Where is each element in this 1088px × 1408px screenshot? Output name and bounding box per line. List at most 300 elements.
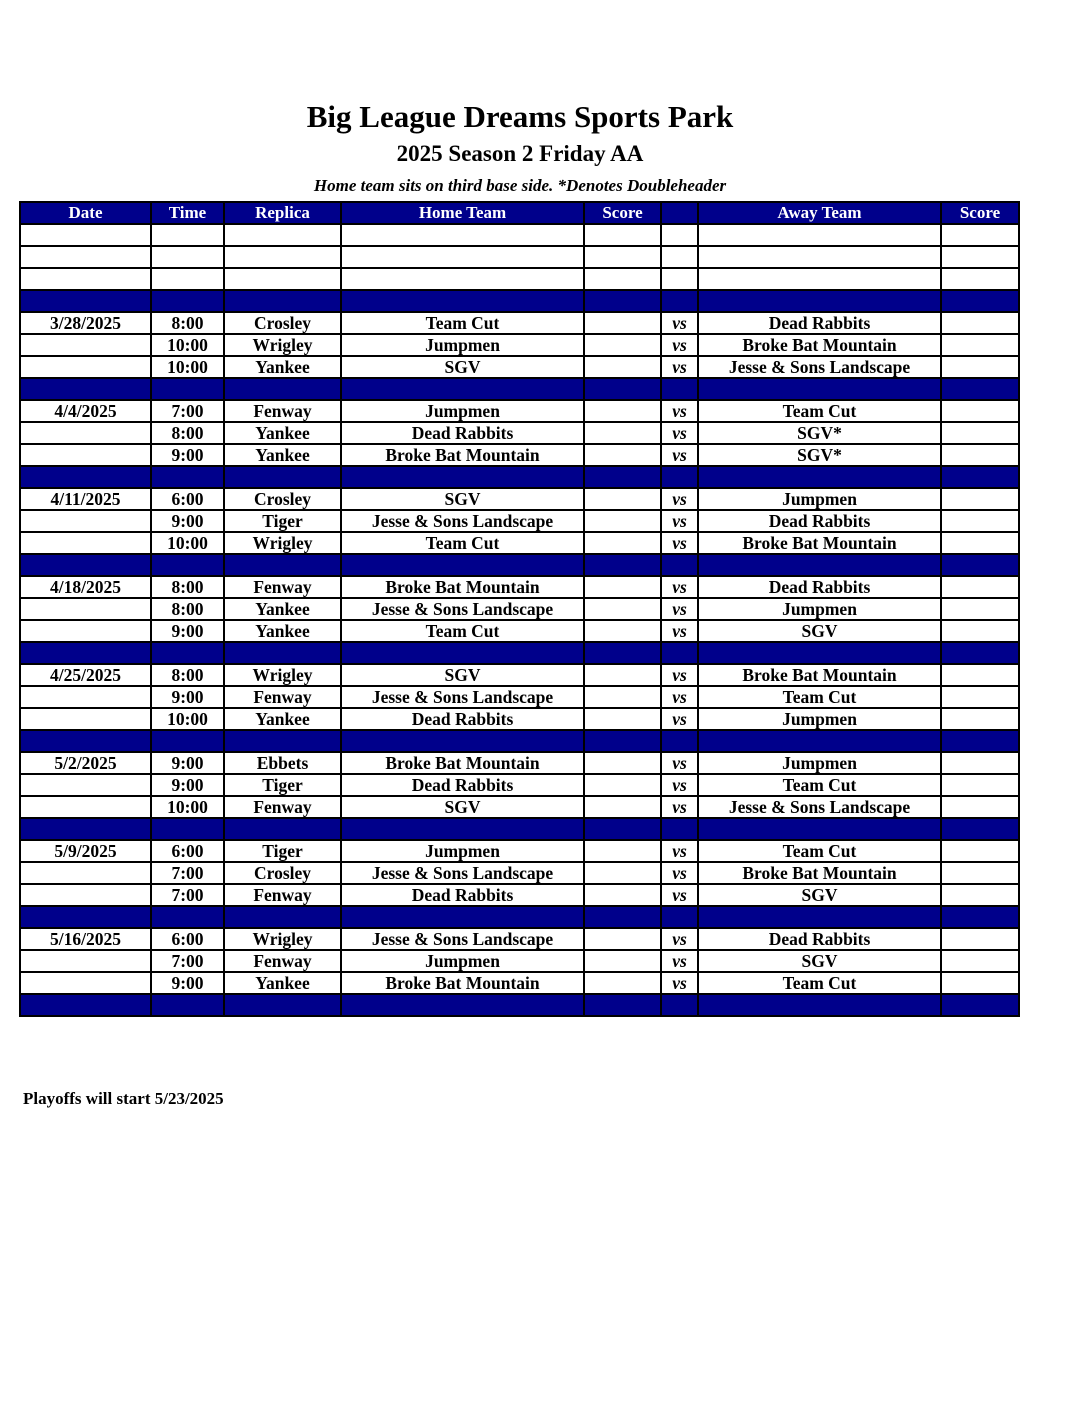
away-team-cell: Team Cut xyxy=(698,972,941,994)
home-score-cell xyxy=(584,708,661,730)
empty-cell xyxy=(151,642,224,664)
separator-row xyxy=(20,642,1019,664)
schedule-body xyxy=(20,224,1019,1016)
empty-cell xyxy=(661,818,698,840)
separator-row xyxy=(20,378,1019,400)
header-home-team: Home Team xyxy=(341,202,584,224)
vs-cell: vs xyxy=(661,356,698,378)
away-team-cell: Jumpmen xyxy=(698,598,941,620)
header-away-team: Away Team xyxy=(698,202,941,224)
game-row xyxy=(20,862,1019,884)
empty-cell xyxy=(341,554,584,576)
away-team-cell: SGV* xyxy=(698,422,941,444)
away-team-cell: Jumpmen xyxy=(698,488,941,510)
empty-cell xyxy=(584,290,661,312)
replica-cell: Yankee xyxy=(224,620,341,642)
time-cell: 7:00 xyxy=(151,862,224,884)
home-team-cell: Jesse & Sons Landscape xyxy=(341,598,584,620)
home-score-cell xyxy=(584,664,661,686)
time-cell: 6:00 xyxy=(151,488,224,510)
empty-cell xyxy=(224,730,341,752)
home-team-cell: Jesse & Sons Landscape xyxy=(341,510,584,532)
home-score-cell xyxy=(584,620,661,642)
empty-cell xyxy=(20,378,151,400)
time-cell: 6:00 xyxy=(151,840,224,862)
date-cell xyxy=(20,334,151,356)
time-cell: 7:00 xyxy=(151,950,224,972)
vs-cell: vs xyxy=(661,862,698,884)
empty-cell xyxy=(584,994,661,1016)
page-subtitle: 2025 Season 2 Friday AA xyxy=(396,141,644,166)
home-score-cell xyxy=(584,356,661,378)
time-cell: 10:00 xyxy=(151,796,224,818)
date-cell: 4/11/2025 xyxy=(20,488,151,510)
empty-cell xyxy=(151,246,224,268)
empty-cell xyxy=(341,994,584,1016)
time-cell: 9:00 xyxy=(151,444,224,466)
empty-cell xyxy=(941,818,1019,840)
empty-cell xyxy=(698,268,941,290)
time-cell: 10:00 xyxy=(151,334,224,356)
vs-cell: vs xyxy=(661,664,698,686)
replica-cell: Crosley xyxy=(224,488,341,510)
home-team-cell: SGV xyxy=(341,356,584,378)
vs-cell: vs xyxy=(661,950,698,972)
empty-cell xyxy=(584,730,661,752)
away-team-cell: Dead Rabbits xyxy=(698,312,941,334)
date-cell xyxy=(20,708,151,730)
away-team-cell: SGV xyxy=(698,620,941,642)
away-score-cell xyxy=(941,400,1019,422)
game-row xyxy=(20,928,1019,950)
home-team-cell: Broke Bat Mountain xyxy=(341,752,584,774)
home-score-cell xyxy=(584,576,661,598)
empty-row xyxy=(20,246,1019,268)
header-row xyxy=(20,202,1019,224)
date-cell xyxy=(20,884,151,906)
empty-cell xyxy=(151,224,224,246)
replica-cell: Tiger xyxy=(224,774,341,796)
away-team-cell: Team Cut xyxy=(698,400,941,422)
away-score-cell xyxy=(941,532,1019,554)
vs-cell: vs xyxy=(661,884,698,906)
vs-cell: vs xyxy=(661,774,698,796)
home-team-cell: Dead Rabbits xyxy=(341,774,584,796)
replica-cell: Wrigley xyxy=(224,664,341,686)
time-cell: 6:00 xyxy=(151,928,224,950)
empty-cell xyxy=(584,906,661,928)
away-score-cell xyxy=(941,972,1019,994)
date-cell: 4/4/2025 xyxy=(20,400,151,422)
home-score-cell xyxy=(584,950,661,972)
away-team-cell: Team Cut xyxy=(698,686,941,708)
time-cell: 9:00 xyxy=(151,972,224,994)
date-cell xyxy=(20,620,151,642)
home-score-cell xyxy=(584,444,661,466)
home-team-cell: Broke Bat Mountain xyxy=(341,444,584,466)
replica-cell: Wrigley xyxy=(224,532,341,554)
home-score-cell xyxy=(584,598,661,620)
replica-cell: Wrigley xyxy=(224,928,341,950)
empty-cell xyxy=(661,906,698,928)
home-score-cell xyxy=(584,312,661,334)
empty-cell xyxy=(941,268,1019,290)
time-cell: 7:00 xyxy=(151,400,224,422)
empty-cell xyxy=(698,466,941,488)
time-cell: 8:00 xyxy=(151,598,224,620)
time-cell: 9:00 xyxy=(151,620,224,642)
empty-cell xyxy=(661,994,698,1016)
away-team-cell: Dead Rabbits xyxy=(698,510,941,532)
empty-cell xyxy=(584,224,661,246)
date-cell xyxy=(20,422,151,444)
empty-cell xyxy=(20,554,151,576)
empty-cell xyxy=(698,994,941,1016)
away-team-cell: Team Cut xyxy=(698,840,941,862)
game-row xyxy=(20,400,1019,422)
empty-cell xyxy=(20,224,151,246)
vs-cell: vs xyxy=(661,532,698,554)
home-team-cell: Team Cut xyxy=(341,620,584,642)
time-cell: 9:00 xyxy=(151,774,224,796)
home-score-cell xyxy=(584,972,661,994)
empty-cell xyxy=(20,994,151,1016)
vs-cell: vs xyxy=(661,444,698,466)
date-cell xyxy=(20,796,151,818)
replica-cell: Fenway xyxy=(224,400,341,422)
game-row xyxy=(20,884,1019,906)
home-team-cell: SGV xyxy=(341,488,584,510)
empty-cell xyxy=(341,818,584,840)
empty-cell xyxy=(661,642,698,664)
vs-cell: vs xyxy=(661,796,698,818)
home-team-cell: Jumpmen xyxy=(341,950,584,972)
empty-cell xyxy=(941,466,1019,488)
empty-cell xyxy=(20,268,151,290)
game-row xyxy=(20,950,1019,972)
away-team-cell: SGV* xyxy=(698,444,941,466)
game-row xyxy=(20,774,1019,796)
empty-cell xyxy=(151,378,224,400)
home-team-cell: Dead Rabbits xyxy=(341,708,584,730)
date-cell xyxy=(20,774,151,796)
game-row xyxy=(20,708,1019,730)
away-score-cell xyxy=(941,796,1019,818)
empty-cell xyxy=(151,290,224,312)
game-row xyxy=(20,312,1019,334)
replica-cell: Fenway xyxy=(224,796,341,818)
empty-cell xyxy=(698,554,941,576)
empty-cell xyxy=(341,224,584,246)
separator-row xyxy=(20,466,1019,488)
empty-cell xyxy=(224,268,341,290)
empty-cell xyxy=(151,818,224,840)
vs-cell: vs xyxy=(661,400,698,422)
vs-cell: vs xyxy=(661,510,698,532)
replica-cell: Wrigley xyxy=(224,334,341,356)
separator-row xyxy=(20,730,1019,752)
vs-cell: vs xyxy=(661,576,698,598)
date-cell xyxy=(20,532,151,554)
away-score-cell xyxy=(941,840,1019,862)
time-cell: 10:00 xyxy=(151,356,224,378)
replica-cell: Fenway xyxy=(224,576,341,598)
header-vs xyxy=(661,202,698,224)
home-score-cell xyxy=(584,840,661,862)
separator-row xyxy=(20,906,1019,928)
game-row xyxy=(20,444,1019,466)
time-cell: 9:00 xyxy=(151,686,224,708)
separator-row xyxy=(20,290,1019,312)
empty-cell xyxy=(698,290,941,312)
game-row xyxy=(20,532,1019,554)
home-score-cell xyxy=(584,532,661,554)
empty-cell xyxy=(941,906,1019,928)
replica-cell: Fenway xyxy=(224,884,341,906)
home-score-cell xyxy=(584,774,661,796)
header-date: Date xyxy=(20,202,151,224)
schedule-table xyxy=(19,201,1020,1017)
empty-cell xyxy=(941,554,1019,576)
empty-cell xyxy=(584,818,661,840)
game-row xyxy=(20,576,1019,598)
date-cell: 5/16/2025 xyxy=(20,928,151,950)
home-team-cell: Jesse & Sons Landscape xyxy=(341,686,584,708)
empty-cell xyxy=(20,818,151,840)
empty-cell xyxy=(20,290,151,312)
home-team-cell: Team Cut xyxy=(341,312,584,334)
time-cell: 10:00 xyxy=(151,708,224,730)
doubleheader-note: Home team sits on third base side. *Denotes Doubleheader xyxy=(313,176,727,195)
empty-cell xyxy=(661,246,698,268)
away-score-cell xyxy=(941,422,1019,444)
home-score-cell xyxy=(584,488,661,510)
empty-cell xyxy=(698,818,941,840)
home-score-cell xyxy=(584,752,661,774)
empty-cell xyxy=(941,994,1019,1016)
away-team-cell: Jumpmen xyxy=(698,708,941,730)
date-cell: 4/25/2025 xyxy=(20,664,151,686)
away-score-cell xyxy=(941,488,1019,510)
away-score-cell xyxy=(941,312,1019,334)
home-score-cell xyxy=(584,422,661,444)
game-row xyxy=(20,840,1019,862)
empty-cell xyxy=(224,224,341,246)
vs-cell: vs xyxy=(661,488,698,510)
empty-cell xyxy=(584,378,661,400)
game-row xyxy=(20,664,1019,686)
empty-cell xyxy=(584,554,661,576)
away-score-cell xyxy=(941,598,1019,620)
empty-cell xyxy=(661,290,698,312)
replica-cell: Yankee xyxy=(224,444,341,466)
time-cell: 9:00 xyxy=(151,510,224,532)
empty-cell xyxy=(341,642,584,664)
empty-cell xyxy=(941,224,1019,246)
game-row xyxy=(20,598,1019,620)
empty-cell xyxy=(341,246,584,268)
empty-cell xyxy=(224,246,341,268)
vs-cell: vs xyxy=(661,334,698,356)
empty-cell xyxy=(661,224,698,246)
time-cell: 9:00 xyxy=(151,752,224,774)
game-row xyxy=(20,510,1019,532)
empty-cell xyxy=(341,290,584,312)
header-home-score: Score xyxy=(584,202,661,224)
empty-cell xyxy=(941,642,1019,664)
empty-cell xyxy=(151,268,224,290)
away-score-cell xyxy=(941,576,1019,598)
home-score-cell xyxy=(584,334,661,356)
away-score-cell xyxy=(941,686,1019,708)
game-row xyxy=(20,796,1019,818)
date-cell xyxy=(20,972,151,994)
date-cell xyxy=(20,510,151,532)
away-team-cell: SGV xyxy=(698,950,941,972)
away-score-cell xyxy=(941,510,1019,532)
empty-cell xyxy=(224,378,341,400)
empty-cell xyxy=(698,642,941,664)
empty-cell xyxy=(151,730,224,752)
date-cell xyxy=(20,444,151,466)
empty-cell xyxy=(341,466,584,488)
game-row xyxy=(20,334,1019,356)
home-team-cell: Jumpmen xyxy=(341,334,584,356)
away-team-cell: Jesse & Sons Landscape xyxy=(698,356,941,378)
away-score-cell xyxy=(941,884,1019,906)
empty-cell xyxy=(941,290,1019,312)
empty-cell xyxy=(224,642,341,664)
header-away-score: Score xyxy=(941,202,1019,224)
replica-cell: Yankee xyxy=(224,598,341,620)
empty-cell xyxy=(584,268,661,290)
time-cell: 8:00 xyxy=(151,422,224,444)
vs-cell: vs xyxy=(661,620,698,642)
replica-cell: Tiger xyxy=(224,840,341,862)
time-cell: 7:00 xyxy=(151,884,224,906)
home-team-cell: Broke Bat Mountain xyxy=(341,972,584,994)
empty-row xyxy=(20,224,1019,246)
empty-cell xyxy=(698,378,941,400)
replica-cell: Crosley xyxy=(224,312,341,334)
replica-cell: Crosley xyxy=(224,862,341,884)
home-team-cell: Broke Bat Mountain xyxy=(341,576,584,598)
home-team-cell: SGV xyxy=(341,796,584,818)
vs-cell: vs xyxy=(661,752,698,774)
home-team-cell: Jesse & Sons Landscape xyxy=(341,928,584,950)
empty-cell xyxy=(224,994,341,1016)
empty-cell xyxy=(584,466,661,488)
empty-cell xyxy=(20,466,151,488)
away-team-cell: SGV xyxy=(698,884,941,906)
game-row xyxy=(20,686,1019,708)
away-score-cell xyxy=(941,862,1019,884)
page-title: Big League Dreams Sports Park xyxy=(306,99,734,134)
game-row xyxy=(20,972,1019,994)
empty-cell xyxy=(698,906,941,928)
separator-row xyxy=(20,994,1019,1016)
away-score-cell xyxy=(941,950,1019,972)
away-team-cell: Jumpmen xyxy=(698,752,941,774)
home-team-cell: Jumpmen xyxy=(341,840,584,862)
empty-cell xyxy=(584,642,661,664)
away-team-cell: Broke Bat Mountain xyxy=(698,532,941,554)
empty-cell xyxy=(698,730,941,752)
empty-cell xyxy=(224,290,341,312)
replica-cell: Yankee xyxy=(224,972,341,994)
away-score-cell xyxy=(941,708,1019,730)
away-score-cell xyxy=(941,774,1019,796)
empty-cell xyxy=(20,730,151,752)
away-team-cell: Team Cut xyxy=(698,774,941,796)
empty-cell xyxy=(224,818,341,840)
time-cell: 10:00 xyxy=(151,532,224,554)
home-team-cell: SGV xyxy=(341,664,584,686)
empty-cell xyxy=(341,378,584,400)
empty-cell xyxy=(661,378,698,400)
date-cell xyxy=(20,598,151,620)
home-score-cell xyxy=(584,400,661,422)
empty-row xyxy=(20,268,1019,290)
empty-cell xyxy=(661,554,698,576)
vs-cell: vs xyxy=(661,686,698,708)
playoffs-note: Playoffs will start 5/23/2025 xyxy=(23,1089,224,1108)
vs-cell: vs xyxy=(661,312,698,334)
date-cell: 5/9/2025 xyxy=(20,840,151,862)
time-cell: 8:00 xyxy=(151,312,224,334)
empty-cell xyxy=(341,268,584,290)
home-score-cell xyxy=(584,796,661,818)
empty-cell xyxy=(151,466,224,488)
game-row xyxy=(20,488,1019,510)
replica-cell: Ebbets xyxy=(224,752,341,774)
replica-cell: Yankee xyxy=(224,356,341,378)
date-cell: 3/28/2025 xyxy=(20,312,151,334)
vs-cell: vs xyxy=(661,972,698,994)
home-team-cell: Jumpmen xyxy=(341,400,584,422)
empty-cell xyxy=(151,994,224,1016)
home-team-cell: Dead Rabbits xyxy=(341,422,584,444)
replica-cell: Fenway xyxy=(224,950,341,972)
away-score-cell xyxy=(941,334,1019,356)
home-team-cell: Team Cut xyxy=(341,532,584,554)
away-team-cell: Dead Rabbits xyxy=(698,576,941,598)
date-cell: 5/2/2025 xyxy=(20,752,151,774)
away-score-cell xyxy=(941,620,1019,642)
replica-cell: Yankee xyxy=(224,708,341,730)
empty-cell xyxy=(20,642,151,664)
vs-cell: vs xyxy=(661,840,698,862)
away-team-cell: Broke Bat Mountain xyxy=(698,862,941,884)
empty-cell xyxy=(151,906,224,928)
away-score-cell xyxy=(941,752,1019,774)
empty-cell xyxy=(661,730,698,752)
away-team-cell: Jesse & Sons Landscape xyxy=(698,796,941,818)
time-cell: 8:00 xyxy=(151,576,224,598)
date-cell: 4/18/2025 xyxy=(20,576,151,598)
replica-cell: Yankee xyxy=(224,422,341,444)
separator-row xyxy=(20,554,1019,576)
separator-row xyxy=(20,818,1019,840)
away-score-cell xyxy=(941,664,1019,686)
home-score-cell xyxy=(584,510,661,532)
replica-cell: Fenway xyxy=(224,686,341,708)
empty-cell xyxy=(20,906,151,928)
empty-cell xyxy=(20,246,151,268)
vs-cell: vs xyxy=(661,928,698,950)
header-replica: Replica xyxy=(224,202,341,224)
home-team-cell: Dead Rabbits xyxy=(341,884,584,906)
